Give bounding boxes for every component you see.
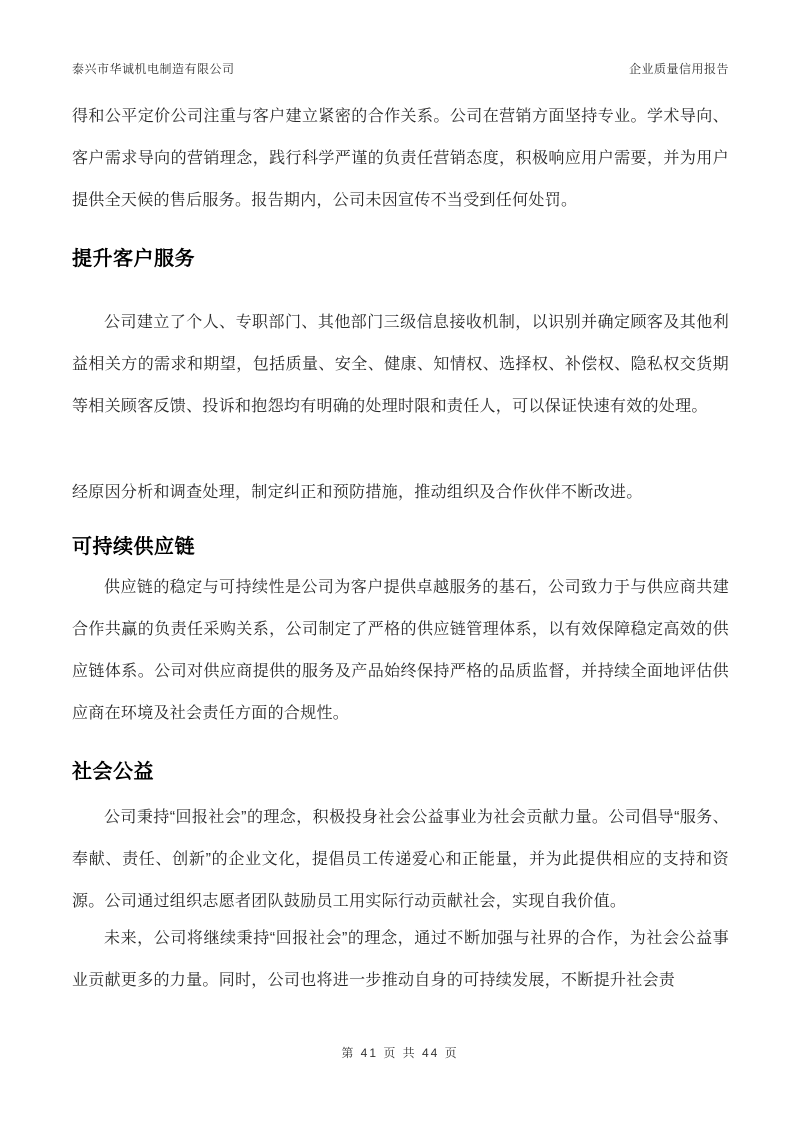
page-number-footer: 第 41 页 共 44 页	[341, 1046, 459, 1060]
supply-chain-paragraph: 供应链的稳定与可持续性是公司为客户提供卓越服务的基石，公司致力于与供应商共建合作共赢的负责任采购关系，公司制定了严格的供应链管理体系，以有效保障稳定高效的供应链体系。公司对供应商提供的服务及产品始终保持严格的品质监督，并持续全面地评估供应商在环境及社会责任方面的合规性。	[72, 579, 729, 722]
header-company-name: 泰兴市华诚机电制造有限公司	[72, 62, 235, 76]
customer-service-paragraph-2: 经原因分析和调查处理，制定纠正和预防措施，推动组织及合作伙伴不断改进。	[72, 484, 643, 501]
header-report-title: 企业质量信用报告	[628, 62, 729, 76]
social-welfare-paragraph-2: 未来，公司将继续秉持“回报社会”的理念，通过不断加强与社界的合作，为社会公益事业贡献更多的力量。同时，公司也将进一步推动自身的可持续发展，不断提升社会责	[72, 930, 729, 989]
social-welfare-paragraph-1: 公司秉持“回报社会”的理念，积极投身社会公益事业为社会贡献力量。公司倡导“服务、奉献、责任、创新”的企业文化，提倡员工传递爱心和正能量，并为此提供相应的支持和资源。公司通过组织志愿者团队鼓励员工用实际行动贡献社会，实现自我价值。	[72, 809, 729, 910]
intro-paragraph: 得和公平定价公司注重与客户建立紧密的合作关系。公司在营销方面坚持专业。学术导向、客户需求导向的营销理念，践行科学严谨的负责任营销态度，积极响应用户需要，并为用户提供全天候的售后服务。报告期内，公司未因宣传不当受到任何处罚。	[72, 108, 729, 209]
section-heading-supply-chain: 可持续供应链	[72, 536, 195, 558]
customer-service-paragraph-1: 公司建立了个人、专职部门、其他部门三级信息接收机制，以识别并确定顾客及其他利益相关方的需求和期望，包括质量、安全、健康、知情权、选择权、补偿权、隐私权交货期等相关顾客反馈、投诉和抱怨均有明确的处理时限和责任人，可以保证快速有效的处理。	[72, 314, 729, 415]
section-heading-social-welfare: 社会公益	[72, 761, 154, 783]
page-header	[72, 60, 729, 77]
section-heading-customer-service: 提升客户服务	[72, 248, 195, 270]
